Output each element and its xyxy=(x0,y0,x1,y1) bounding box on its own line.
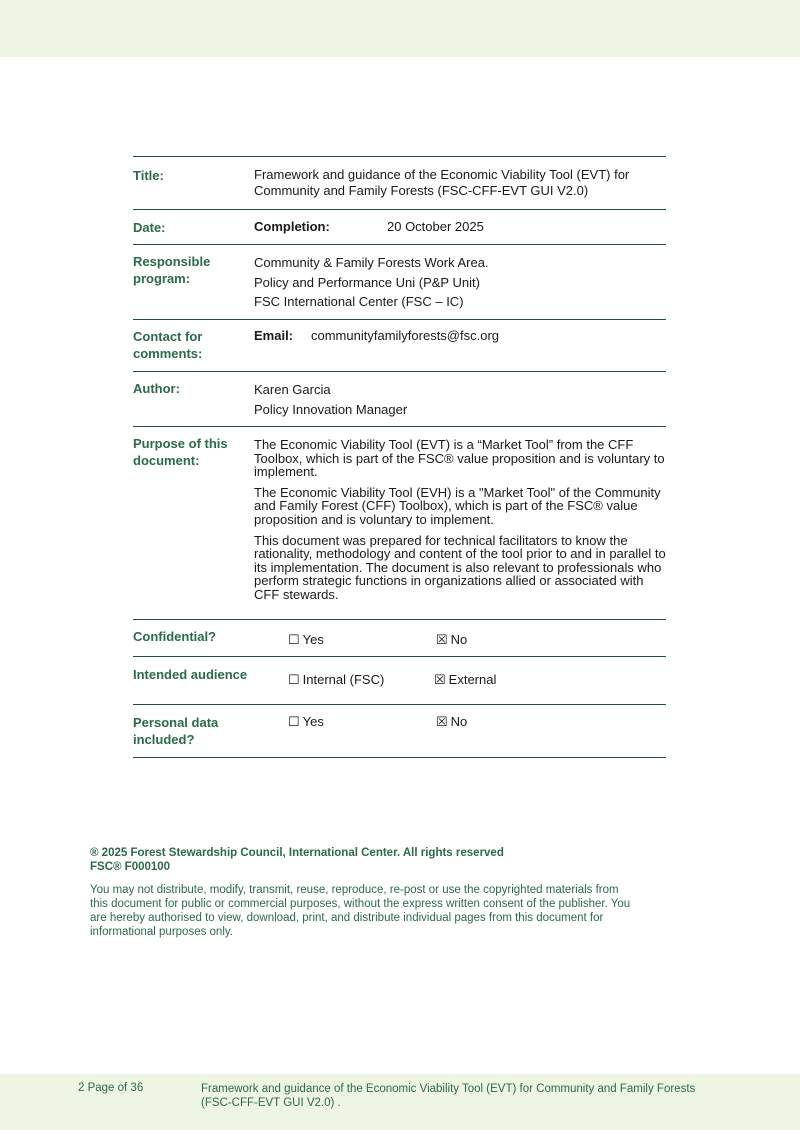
checkbox-icon[interactable]: ☒ xyxy=(434,672,446,687)
responsible-line: FSC International Center (FSC – IC) xyxy=(254,294,464,309)
title-label: Title: xyxy=(133,168,164,183)
purpose-value xyxy=(254,438,666,609)
footer-document-title: Framework and guidance of the Economic Viability Tool (EVT) for Community and Family Forests (FSC-CFF-EVT GUI V2.0) . xyxy=(201,1083,696,1109)
row-confidential xyxy=(133,620,666,657)
completion-date: 20 October 2025 xyxy=(387,219,484,234)
option-label: Internal (FSC) xyxy=(302,672,385,687)
date-value xyxy=(254,219,666,235)
author-role: Policy Innovation Manager xyxy=(254,401,408,417)
confidential-no-option[interactable] xyxy=(436,632,467,648)
checkbox-icon[interactable]: ☒ xyxy=(436,714,448,729)
email-label: Email: xyxy=(254,328,294,343)
checkbox-icon[interactable]: ☐ xyxy=(288,714,300,729)
contact-label: Contact for comments: xyxy=(133,329,203,361)
author-name: Karen Garcia xyxy=(254,382,331,397)
row-purpose xyxy=(133,427,666,620)
responsible-line: Policy and Performance Uni (P&P Unit) xyxy=(254,274,480,290)
audience-external-option[interactable] xyxy=(434,672,496,688)
footer-page-number: 2 Page of 36 xyxy=(78,1082,144,1094)
purpose-paragraph: The Economic Viability Tool (EVT) is a “Market Tool” from the CFF Toolbox, which is part of the FSC® value proposition and is voluntary to implement. xyxy=(254,437,665,480)
option-label: External xyxy=(448,672,497,687)
completion-label: Completion: xyxy=(254,219,330,234)
row-personal-data xyxy=(133,705,666,758)
audience-internal-option[interactable] xyxy=(288,672,384,688)
row-responsible-program xyxy=(133,245,666,320)
checkbox-icon[interactable]: ☐ xyxy=(288,672,300,687)
row-author xyxy=(133,372,666,427)
row-date xyxy=(133,210,666,245)
responsible-program-label: Responsible program: xyxy=(133,254,211,286)
contact-value xyxy=(254,328,666,344)
author-value xyxy=(254,380,666,419)
row-contact xyxy=(133,320,666,372)
date-label: Date: xyxy=(133,220,166,235)
copyright-block xyxy=(90,846,650,874)
personal-data-yes-option[interactable] xyxy=(288,714,324,730)
copyright-notice: You may not distribute, modify, transmit, reuse, reproduce, re-post or use the copyrighted materials from this document for public or commercial purposes, without the express written consent of the publisher. You are hereby authorised to view, download, print, and distribute individual pages from this document for informational purposes only. xyxy=(90,884,631,938)
row-intended-audience xyxy=(133,657,666,705)
purpose-label: Purpose of this document: xyxy=(133,436,228,468)
audience-label: Intended audience xyxy=(133,667,248,682)
personal-data-no-option[interactable] xyxy=(436,714,467,730)
copyright-line: ® 2025 Forest Stewardship Council, International Center. All rights reserved xyxy=(90,847,504,859)
header-band xyxy=(0,0,800,57)
responsible-line: Community & Family Forests Work Area. xyxy=(254,255,489,270)
row-title xyxy=(133,157,666,210)
option-label: No xyxy=(450,714,468,729)
email-address[interactable]: communityfamilyforests@fsc.org xyxy=(311,328,500,343)
confidential-label: Confidential? xyxy=(133,629,217,644)
checkbox-icon[interactable]: ☐ xyxy=(288,632,300,647)
option-label: Yes xyxy=(302,714,324,729)
option-label: No xyxy=(450,632,468,647)
responsible-program-value xyxy=(254,253,666,312)
author-label: Author: xyxy=(133,381,180,396)
personal-data-label: Personal data included? xyxy=(133,715,219,747)
document-info-table xyxy=(133,156,666,758)
title-value: Framework and guidance of the Economic Viability Tool (EVT) for Community and Family Forests (FSC-CFF-EVT GUI V2.0) xyxy=(254,167,630,198)
purpose-paragraph: The Economic Viability Tool (EVH) is a "Market Tool" of the Community and Family Forest (CFF) Toolbox), which is part of the FSC® value proposition and is voluntary to implement. xyxy=(254,484,661,527)
purpose-paragraph: This document was prepared for technical facilitators to know the rationality, methodology and content of the tool prior to and in parallel to its implementation. The document is also relevant to professionals who perform strategic functions in organizations allied or associated with CFF stewards. xyxy=(254,532,666,602)
confidential-yes-option[interactable] xyxy=(288,632,324,648)
option-label: Yes xyxy=(302,632,324,647)
license-code: FSC® F000100 xyxy=(90,861,171,873)
checkbox-icon[interactable]: ☒ xyxy=(436,632,448,647)
